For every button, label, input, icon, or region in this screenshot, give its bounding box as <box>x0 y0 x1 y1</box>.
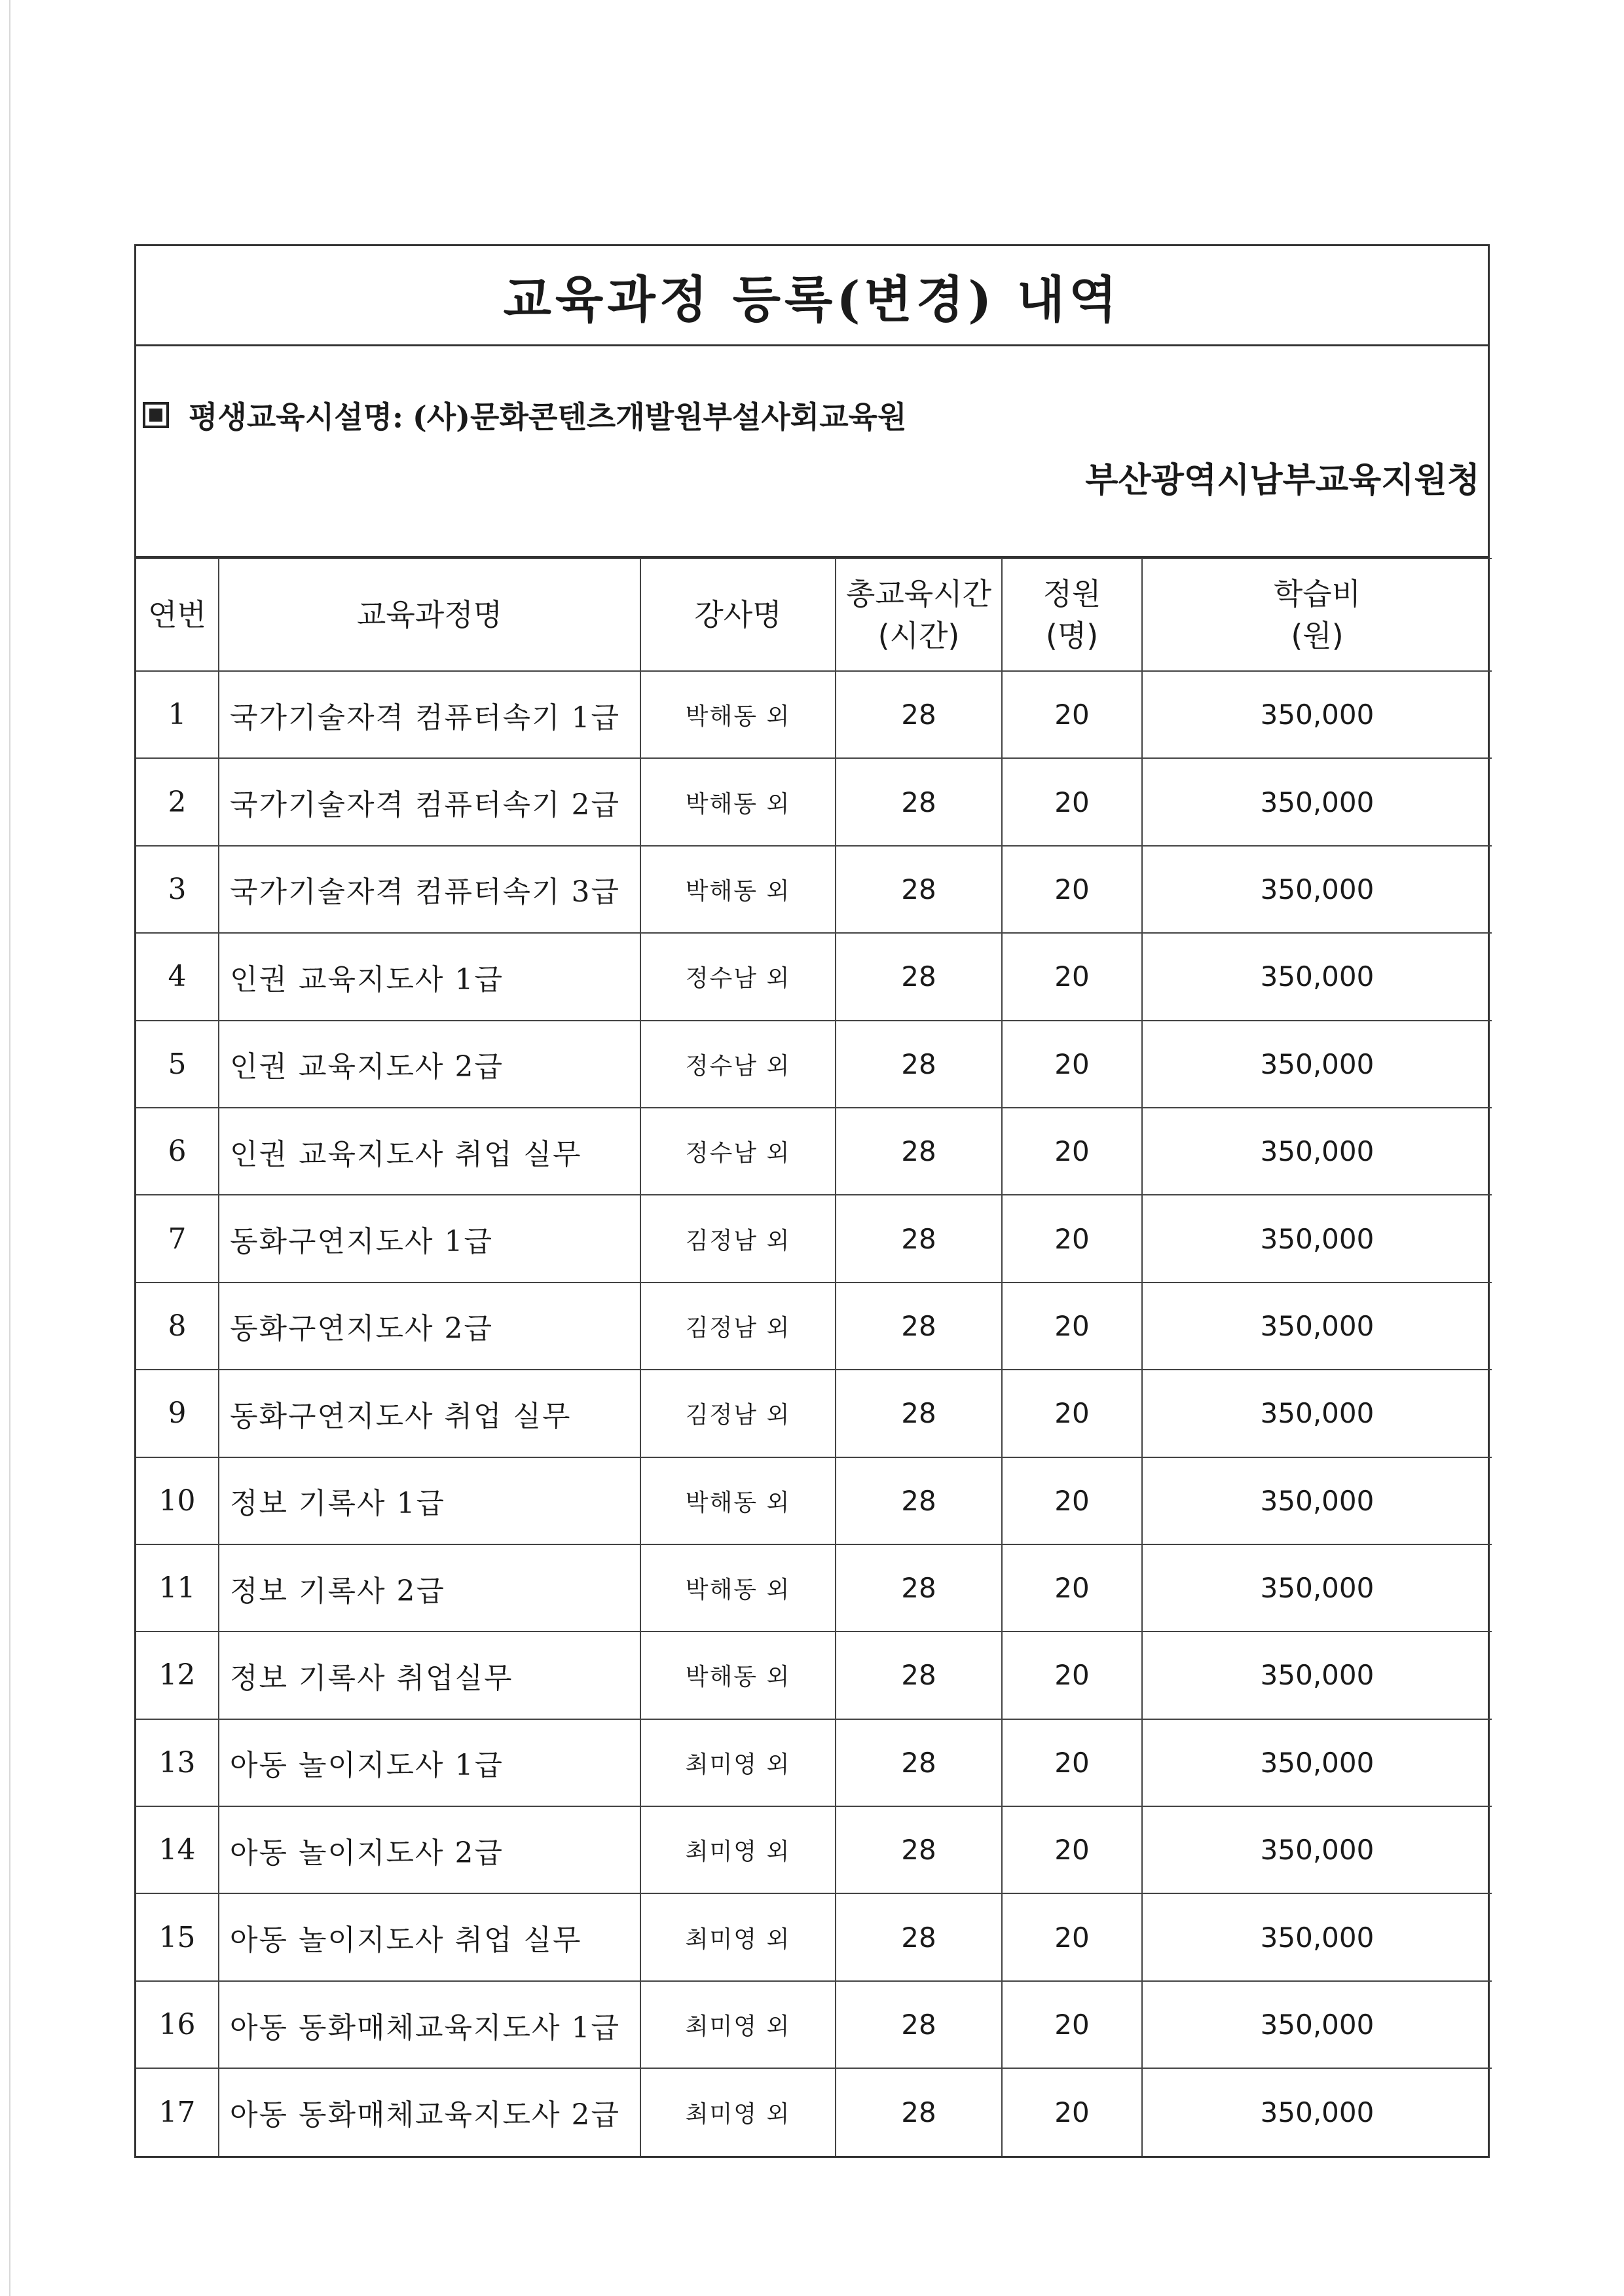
total-hours: 28 <box>836 846 1002 933</box>
tuition-fee: 350,000 <box>1142 933 1492 1020</box>
table-row <box>136 1370 1492 1457</box>
teacher-name: 정수남 외 <box>640 1108 836 1195</box>
table-row <box>136 1981 1492 2068</box>
capacity: 20 <box>1002 1893 1142 1980</box>
document-title: 교육과정 등록(변경) 내역 <box>503 270 1121 329</box>
capacity: 20 <box>1002 758 1142 845</box>
table-row <box>136 1806 1492 1893</box>
total-hours: 28 <box>836 1457 1002 1544</box>
row-number: 11 <box>136 1544 219 1631</box>
table-row <box>136 1108 1492 1195</box>
tuition-fee: 350,000 <box>1142 758 1492 845</box>
course-name: 국가기술자격 컴퓨터속기 3급 <box>219 846 640 933</box>
capacity: 20 <box>1002 933 1142 1020</box>
header-teacher: 강사명 <box>640 558 836 671</box>
tuition-fee: 350,000 <box>1142 1544 1492 1631</box>
table-row <box>136 846 1492 933</box>
capacity: 20 <box>1002 2068 1142 2155</box>
course-name: 정보 기록사 2급 <box>219 1544 640 1631</box>
table-row <box>136 758 1492 845</box>
total-hours: 28 <box>836 1981 1002 2068</box>
table-row <box>136 1283 1492 1370</box>
capacity: 20 <box>1002 1631 1142 1719</box>
total-hours: 28 <box>836 1370 1002 1457</box>
total-hours: 28 <box>836 1021 1002 1108</box>
table-row <box>136 1893 1492 1980</box>
table-row <box>136 1544 1492 1631</box>
teacher-name: 김정남 외 <box>640 1370 836 1457</box>
teacher-name: 박해동 외 <box>640 1631 836 1719</box>
table-row <box>136 933 1492 1020</box>
tuition-fee: 350,000 <box>1142 1370 1492 1457</box>
course-name: 동화구연지도사 1급 <box>219 1195 640 1282</box>
capacity: 20 <box>1002 1981 1142 2068</box>
capacity: 20 <box>1002 1544 1142 1631</box>
tuition-fee: 350,000 <box>1142 1283 1492 1370</box>
teacher-name: 최미영 외 <box>640 1981 836 2068</box>
scan-edge-line <box>9 0 10 2296</box>
teacher-name: 김정남 외 <box>640 1195 836 1282</box>
capacity: 20 <box>1002 1283 1142 1370</box>
course-name: 인권 교육지도사 취업 실무 <box>219 1108 640 1195</box>
document-frame <box>134 244 1490 2158</box>
table-row <box>136 1631 1492 1719</box>
total-hours: 28 <box>836 1806 1002 1893</box>
course-name: 인권 교육지도사 1급 <box>219 933 640 1020</box>
total-hours: 28 <box>836 1283 1002 1370</box>
teacher-name: 박해동 외 <box>640 671 836 758</box>
capacity: 20 <box>1002 1021 1142 1108</box>
header-hours: 총교육시간 (시간) <box>836 558 1002 671</box>
teacher-name: 최미영 외 <box>640 1719 836 1806</box>
table-row <box>136 1195 1492 1282</box>
facility-name: (사)문화콘텐츠개발원부설사회교육원 <box>413 399 907 435</box>
capacity: 20 <box>1002 1719 1142 1806</box>
total-hours: 28 <box>836 1195 1002 1282</box>
course-name: 아동 놀이지도사 2급 <box>219 1806 640 1893</box>
table-row <box>136 1021 1492 1108</box>
course-name: 아동 놀이지도사 1급 <box>219 1719 640 1806</box>
teacher-name: 박해동 외 <box>640 1457 836 1544</box>
course-name: 아동 놀이지도사 취업 실무 <box>219 1893 640 1980</box>
teacher-name: 정수남 외 <box>640 933 836 1020</box>
table-body <box>136 671 1492 2156</box>
title-box <box>136 246 1488 346</box>
tuition-fee: 350,000 <box>1142 1806 1492 1893</box>
tuition-fee: 350,000 <box>1142 846 1492 933</box>
table-row <box>136 2068 1492 2155</box>
row-number: 3 <box>136 846 219 933</box>
course-name: 동화구연지도사 2급 <box>219 1283 640 1370</box>
course-name: 동화구연지도사 취업 실무 <box>219 1370 640 1457</box>
total-hours: 28 <box>836 671 1002 758</box>
tuition-fee: 350,000 <box>1142 1021 1492 1108</box>
row-number: 17 <box>136 2068 219 2155</box>
row-number: 2 <box>136 758 219 845</box>
row-number: 14 <box>136 1806 219 1893</box>
row-number: 6 <box>136 1108 219 1195</box>
total-hours: 28 <box>836 1893 1002 1980</box>
total-hours: 28 <box>836 2068 1002 2155</box>
row-number: 7 <box>136 1195 219 1282</box>
total-hours: 28 <box>836 1719 1002 1806</box>
filled-square-icon <box>143 402 169 428</box>
capacity: 20 <box>1002 1806 1142 1893</box>
course-name: 정보 기록사 1급 <box>219 1457 640 1544</box>
tuition-fee: 350,000 <box>1142 2068 1492 2155</box>
header-no: 연번 <box>136 558 219 671</box>
teacher-name: 최미영 외 <box>640 1893 836 1980</box>
office-name: 부산광역시남부교육지원청 <box>1085 460 1480 500</box>
tuition-fee: 350,000 <box>1142 1108 1492 1195</box>
total-hours: 28 <box>836 758 1002 845</box>
tuition-fee: 350,000 <box>1142 1195 1492 1282</box>
row-number: 8 <box>136 1283 219 1370</box>
tuition-fee: 350,000 <box>1142 1457 1492 1544</box>
table-header <box>136 558 1492 671</box>
tuition-fee: 350,000 <box>1142 1719 1492 1806</box>
table-row <box>136 1719 1492 1806</box>
row-number: 12 <box>136 1631 219 1719</box>
capacity: 20 <box>1002 671 1142 758</box>
total-hours: 28 <box>836 1108 1002 1195</box>
total-hours: 28 <box>836 933 1002 1020</box>
teacher-name: 박해동 외 <box>640 1544 836 1631</box>
total-hours: 28 <box>836 1544 1002 1631</box>
header-capacity: 정원 (명) <box>1002 558 1142 671</box>
course-name: 국가기술자격 컴퓨터속기 2급 <box>219 758 640 845</box>
row-number: 16 <box>136 1981 219 2068</box>
course-name: 국가기술자격 컴퓨터속기 1급 <box>219 671 640 758</box>
capacity: 20 <box>1002 1195 1142 1282</box>
tuition-fee: 350,000 <box>1142 1981 1492 2068</box>
total-hours: 28 <box>836 1631 1002 1719</box>
facility-label: 평생교육시설명: <box>189 399 404 435</box>
header-course: 교육과정명 <box>219 558 640 671</box>
row-number: 9 <box>136 1370 219 1457</box>
teacher-name: 박해동 외 <box>640 758 836 845</box>
teacher-name: 박해동 외 <box>640 846 836 933</box>
table-row <box>136 1457 1492 1544</box>
course-name: 인권 교육지도사 2급 <box>219 1021 640 1108</box>
row-number: 1 <box>136 671 219 758</box>
course-name: 아동 동화매체교육지도사 2급 <box>219 2068 640 2155</box>
facility-line <box>143 393 907 437</box>
header-fee: 학습비 (원) <box>1142 558 1492 671</box>
teacher-name: 최미영 외 <box>640 1806 836 1893</box>
row-number: 4 <box>136 933 219 1020</box>
tuition-fee: 350,000 <box>1142 1893 1492 1980</box>
teacher-name: 김정남 외 <box>640 1283 836 1370</box>
header-row <box>136 558 1492 671</box>
course-table <box>136 558 1492 2156</box>
course-name: 정보 기록사 취업실무 <box>219 1631 640 1719</box>
capacity: 20 <box>1002 1457 1142 1544</box>
info-box <box>136 346 1488 558</box>
teacher-name: 최미영 외 <box>640 2068 836 2155</box>
teacher-name: 정수남 외 <box>640 1021 836 1108</box>
tuition-fee: 350,000 <box>1142 1631 1492 1719</box>
row-number: 5 <box>136 1021 219 1108</box>
row-number: 10 <box>136 1457 219 1544</box>
row-number: 15 <box>136 1893 219 1980</box>
capacity: 20 <box>1002 1370 1142 1457</box>
capacity: 20 <box>1002 1108 1142 1195</box>
course-name: 아동 동화매체교육지도사 1급 <box>219 1981 640 2068</box>
row-number: 13 <box>136 1719 219 1806</box>
table-row <box>136 671 1492 758</box>
capacity: 20 <box>1002 846 1142 933</box>
tuition-fee: 350,000 <box>1142 671 1492 758</box>
